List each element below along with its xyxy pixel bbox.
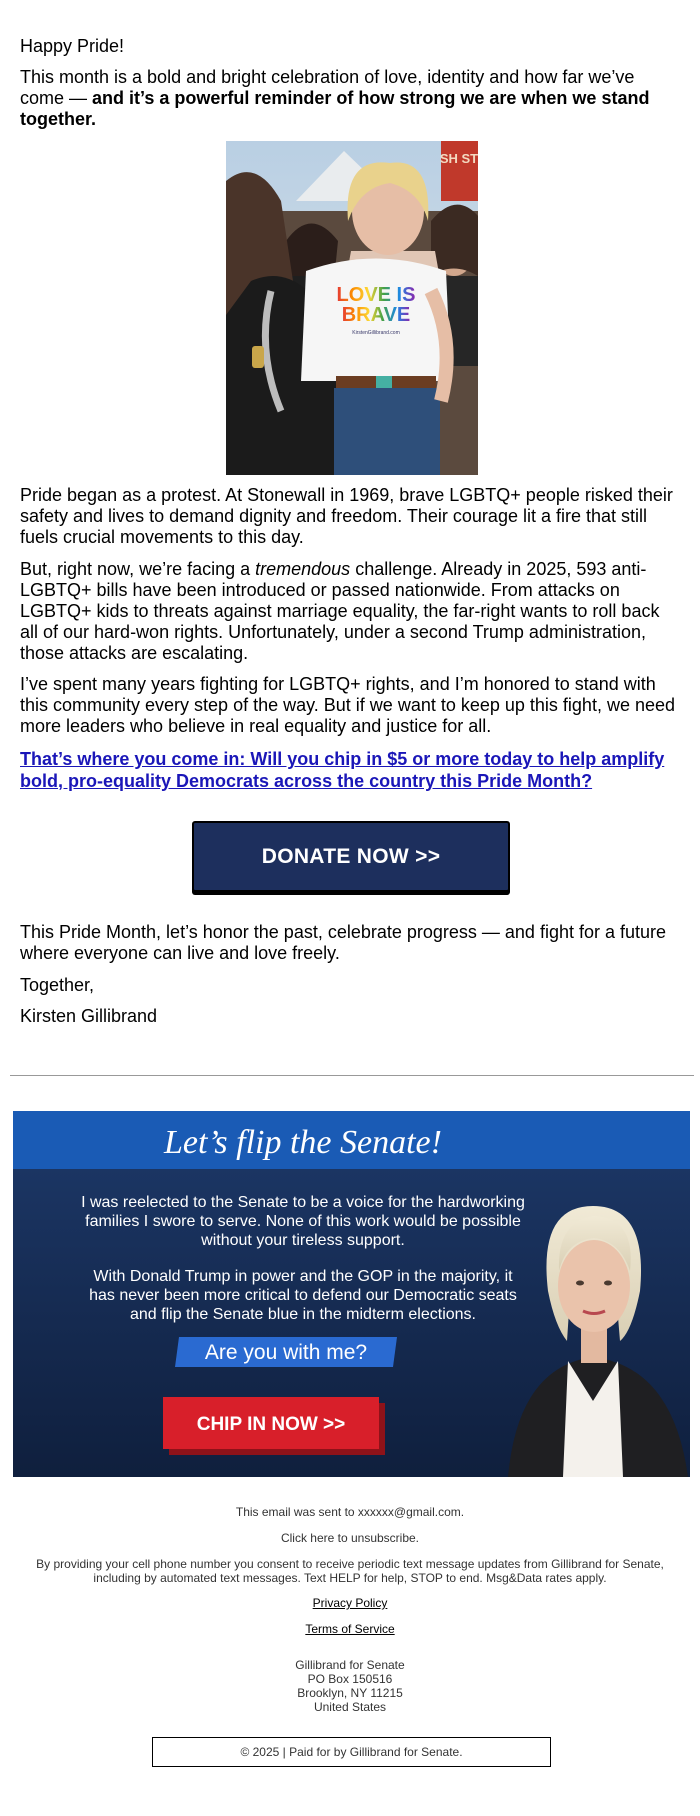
challenge-text-after: challenge. Already in 2025, 593 anti-LGBTQ+ bills have been introduced or passed nationwide. From attacks on LGBTQ+ kids to threats against marriage equality, the far-right wants to roll back all of our hard-won rights. Unfortunately, under a second Trump administration, those attacks are escalating. xyxy=(20,559,660,663)
challenge-text-before: But, right now, we’re facing a xyxy=(20,559,256,579)
closing-paragraph: This Pride Month, let’s honor the past, celebrate progress — and fight for a future where everyone can live and love freely. xyxy=(20,922,667,963)
banner-text1-line2: families I swore to serve. None of this work would be possible xyxy=(85,1213,521,1230)
privacy-wrapper xyxy=(0,1596,700,1610)
address-org: Gillibrand for Senate xyxy=(295,1658,405,1672)
intro-text: This month is a bold and bright celebration of love, identity and how far we’ve come — xyxy=(20,67,635,108)
terms-of-service-link[interactable]: Terms of Service xyxy=(305,1622,395,1636)
banner-text2-line1: With Donald Trump in power and the GOP in the majority, it xyxy=(93,1268,513,1285)
signature: Kirsten Gillibrand xyxy=(20,1006,158,1026)
banner-text2-line3: and flip the Senate blue in the midterm elections. xyxy=(130,1306,476,1323)
fighting-paragraph: I’ve spent many years fighting for LGBTQ+ rights, and I’m honored to stand with this community every step of the way. But if we want to keep up this fight, we need more leaders who believe in real equality and justice for all. xyxy=(20,674,675,736)
divider xyxy=(10,1075,694,1076)
sent-email: xxxxxx@gmail.com xyxy=(357,1505,461,1519)
paid-for-disclaimer: © 2025 | Paid for by Gillibrand for Senate. xyxy=(152,1737,551,1767)
unsubscribe-link[interactable]: Click here to unsubscribe. xyxy=(280,1531,420,1545)
banner-text2-line2: has never been more critical to defend our Democratic seats xyxy=(89,1287,517,1304)
shirt-text-line2: BRAVE xyxy=(341,304,411,326)
challenge-paragraph xyxy=(20,559,680,664)
pride-photo xyxy=(226,141,478,475)
shirt-text-line1: LOVE IS xyxy=(336,284,416,306)
challenge-italic: tremendous xyxy=(255,559,351,579)
banner-text1-line1: I was reelected to the Senate to be a voice for the hardworking xyxy=(81,1194,525,1211)
chip-in-link[interactable]: That’s where you come in: Will you chip in $5 or more today to help amplify bold, pro-equality Democrats across the country this Pride Month? xyxy=(20,749,665,791)
mailing-address xyxy=(0,1658,700,1714)
address-po: PO Box 150516 xyxy=(307,1672,393,1686)
terms-wrapper xyxy=(0,1622,700,1636)
banner-question: Are you with me? xyxy=(204,1341,368,1364)
consent-line2: including by automated text messages. Text HELP for help, STOP to end. Msg&Data rates apply. xyxy=(93,1571,607,1585)
stonewall-paragraph: Pride began as a protest. At Stonewall in 1969, brave LGBTQ+ people risked their safety and lives to demand dignity and freedom. Their courage lit a fire that still fuels crucial movements to this day. xyxy=(20,485,673,547)
address-country: United States xyxy=(313,1700,387,1714)
flip-senate-banner[interactable] xyxy=(13,1111,690,1477)
sign-off: Together, xyxy=(20,975,95,995)
donate-now-button[interactable]: DONATE NOW >> xyxy=(192,821,510,892)
chip-in-button-label[interactable]: CHIP IN NOW >> xyxy=(196,1414,346,1435)
sent-suffix: . xyxy=(460,1505,465,1519)
shirt-url: KirstenGillibrand.com xyxy=(352,330,400,336)
banner-text1-line3: without your tireless support. xyxy=(201,1232,405,1249)
sent-prefix: This email was sent to xyxy=(235,1505,358,1519)
address-city: Brooklyn, NY 11215 xyxy=(297,1686,403,1700)
greeting: Happy Pride! xyxy=(20,36,125,56)
sms-consent xyxy=(0,1557,700,1585)
banner-heading: Let’s flip the Senate! xyxy=(164,1124,442,1161)
intro-paragraph xyxy=(20,67,680,130)
intro-bold-text: and it’s a powerful reminder of how strong we are when we stand together. xyxy=(20,88,650,129)
sent-to-notice xyxy=(0,1505,700,1519)
consent-line1: By providing your cell phone number you consent to receive periodic text message updates from Gillibrand for Senate, xyxy=(36,1557,664,1571)
privacy-policy-link[interactable]: Privacy Policy xyxy=(312,1596,388,1610)
sign-text: SH ST xyxy=(439,151,478,166)
